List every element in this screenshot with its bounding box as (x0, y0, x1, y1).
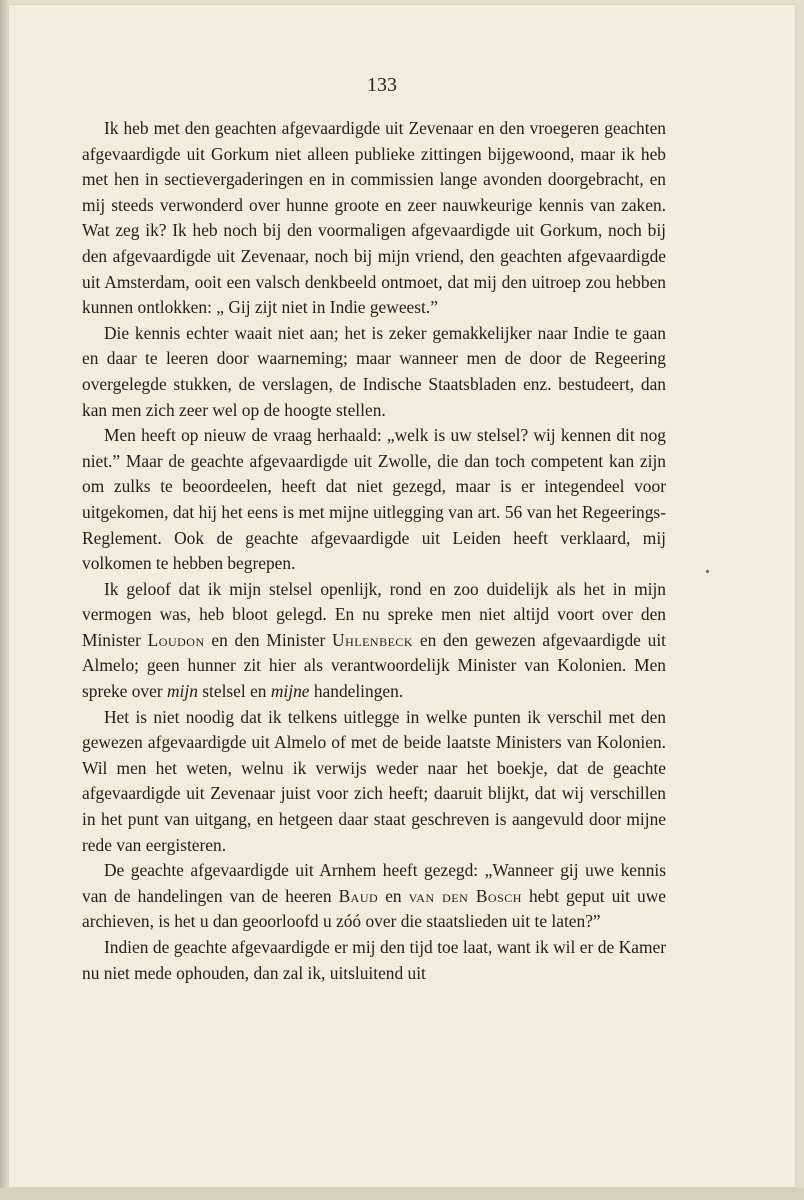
paragraph-4-text: Ik geloof dat ik mijn stelsel openlijk, rond en zoo duidelijk als het in mijn vermogen was, heb bloot gelegd. En nu spreke men niet altijd voort over den Minister (82, 578, 666, 650)
emphasis-mijne: mijne (270, 681, 310, 702)
paragraph-5: Het is niet noodig dat ik telkens uitlegge in welke punten ik verschil met den gewezen afgevaardigde uit Almelo of met de beide laatste Ministers van Kolonien. Wil men het weten, welnu ik verwijs weder naar het boekje, dat de geachte afgevaardigde uit Zevenaar juist voor zich heeft; daaruit blijkt, dat wij verschillen in het punt van uitgang, en hetgeen daar staat geschreven is aangevuld door mijne rede van eergisteren. (82, 706, 666, 855)
paragraph-6-text: hebt geput uit uwe archieven, is het u dan geoorloofd u zóó over die staatslieden uit te laten?” (82, 885, 666, 932)
page-number: 133 (367, 74, 397, 96)
page-bottom-edge (0, 1188, 804, 1200)
paragraph-4-text: stelsel en (197, 681, 271, 702)
name-baud: Baud (338, 885, 379, 906)
paragraph-2: Die kennis echter waait niet aan; het is zeker gemakkelijker naar Indie te gaan en daar te leeren door waarneming; maar wanneer men de door de Regeering overgelegde stukken, de verslagen, de Indische Staatsbladen enz. bestudeert, dan kan men zich zeer wel op de hoogte stellen. (82, 322, 666, 420)
name-van-den-bosch: van den Bosch (408, 885, 522, 906)
emphasis-mijn: mijn (166, 681, 198, 702)
paragraph-4-text: en den Minister (204, 629, 333, 650)
paragraph-7: Indien de geachte afgevaardigde er mij den tijd toe laat, want ik wil er de Kamer nu niet mede ophouden, dan zal ik, uitsluitend uit (82, 937, 666, 983)
paragraph-6 (82, 858, 666, 935)
margin-speck (706, 570, 709, 573)
paragraph-1: Ik heb met den geachten afgevaardigde uit Zevenaar en den vroegeren geachten afgevaardigde uit Gorkum niet alleen publieke zittingen bijgewoond, maar ik heb met hen in sectievergaderingen en in commissien lange avonden doorgebracht, en mij steeds verwonderd over hunne groote en zeer nauwkeurige kennis van zaken. Wat zeg ik? Ik heb noch bij den voormaligen afgevaardigde uit Gorkum, noch bij den afgevaardigde uit Zevenaar, noch bij mijn vriend, den geachten afgevaardigde uit Amsterdam, ooit een valsch denkbeeld ontmoet, dat mij den uitroep zou hebben kunnen ontlokken: „ Gij zijt niet in Indie geweest.” (82, 118, 666, 318)
paragraph-4-text: handelingen. (309, 681, 404, 702)
book-spine-edge (0, 0, 8, 1200)
page-body (82, 116, 666, 986)
name-uhlenbeck: Uhlenbeck (332, 629, 414, 650)
paragraph-4 (82, 577, 666, 705)
paragraph-3: Men heeft op nieuw de vraag herhaald: „welk is uw stelsel? wij kennen dit nog niet.” Maar de geachte afgevaardigde uit Zwolle, die dan toch competent kan zijn om zulks te beoordeelen, heeft dat niet gezegd, maar is er integendeel voor uitgekomen, dat hij het eens is met mijne uitlegging van art. 56 van het Regeerings-Reglement. Ook de geachte afgevaardigde uit Leiden heeft verklaard, mij volkomen te hebben begrepen. (82, 425, 666, 574)
name-loudon: Loudon (147, 629, 205, 650)
paragraph-6-text: en (378, 885, 409, 906)
paragraph-4-text: en den gewezen afgevaardigde uit Almelo; geen hunner zit hier als verantwoordelijk Minister van Kolonien. Men spreke over (82, 629, 666, 702)
paragraph-6-text: De geachte afgevaardigde uit Arnhem heeft gezegd: „Wanneer gij uwe kennis van de handelingen van de heeren (82, 860, 666, 906)
